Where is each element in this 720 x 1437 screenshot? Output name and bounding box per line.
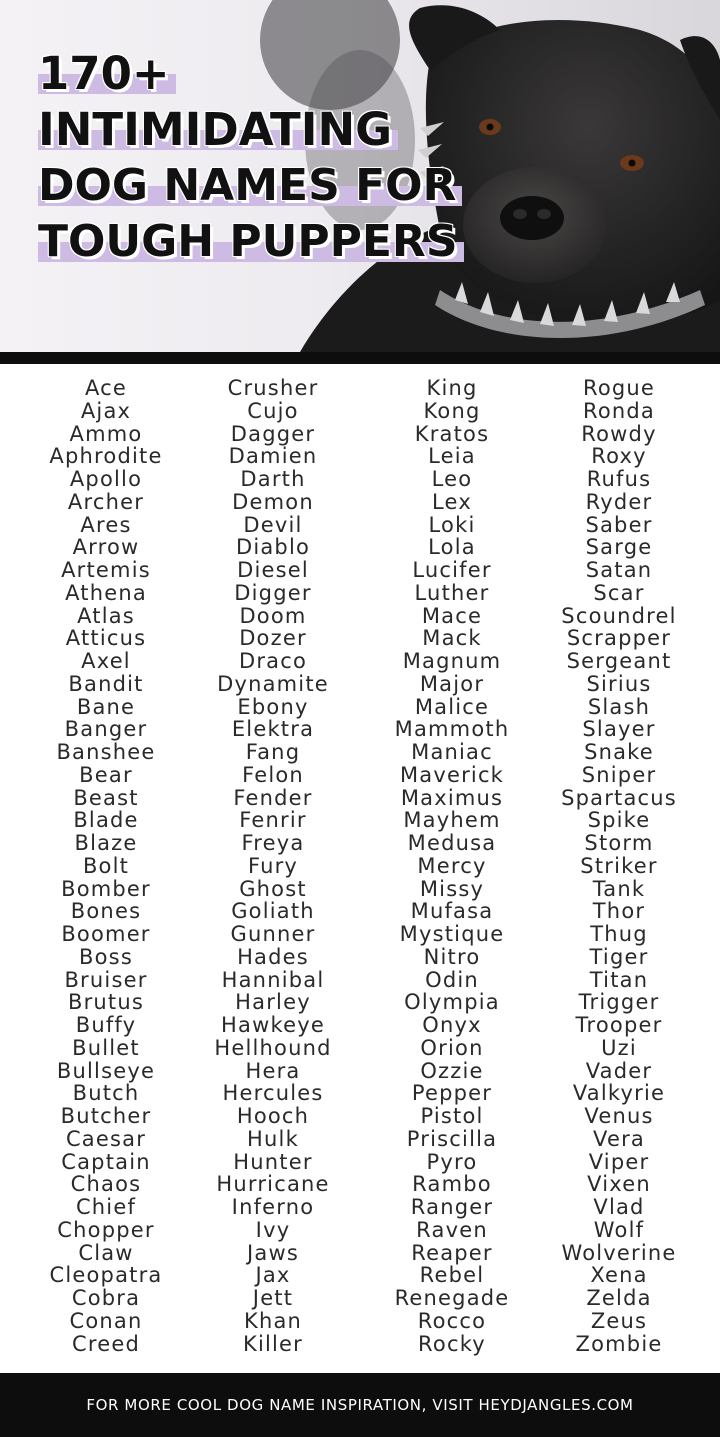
list-item: Bullseye (56, 1058, 156, 1083)
list-item: Ronda (582, 398, 655, 423)
list-item: Snake (584, 740, 654, 764)
list-item: Creed (71, 1331, 140, 1356)
list-item: Hercules (222, 1081, 324, 1106)
list-item: Pepper (411, 1081, 493, 1106)
list-item: Roxy (591, 444, 647, 469)
list-item: Dynamite (217, 671, 329, 696)
list-item: Crusher (227, 376, 319, 400)
list-item: Mercy (417, 853, 487, 878)
list-item: Hunter (233, 1149, 313, 1174)
list-item: Banger (64, 717, 148, 742)
list-item: Slash (587, 694, 651, 719)
name-column-3 (362, 377, 542, 1355)
list-item: Aphrodite (49, 444, 163, 469)
list-item: Doom (239, 603, 307, 628)
list-item: Mace (421, 603, 483, 628)
name-list (0, 377, 720, 1357)
list-item: Hawkeye (221, 1013, 325, 1037)
list-item: Spartacus (561, 785, 677, 810)
list-item: Xena (590, 1263, 648, 1288)
list-item: Cleopatra (49, 1263, 163, 1288)
list-item: Onyx (422, 1013, 482, 1037)
list-item: Boomer (61, 922, 151, 946)
header-divider (0, 352, 720, 364)
title-line-intimidating: INTIMIDATING (38, 102, 464, 158)
list-item: Pyro (426, 1149, 478, 1174)
list-item: Khan (243, 1308, 303, 1333)
list-item: Ryder (585, 489, 653, 514)
list-item: Orion (420, 1035, 484, 1060)
list-item: Rambo (412, 1172, 492, 1197)
list-item: Medusa (407, 831, 497, 855)
list-item: Blaze (74, 831, 138, 855)
list-item: Zelda (586, 1286, 652, 1310)
title-line-dog-names: DOG NAMES FOR (38, 158, 464, 214)
list-item: Major (419, 671, 485, 696)
list-item: Magnum (402, 649, 502, 673)
list-item: Kratos (414, 421, 490, 446)
list-item: Freya (241, 831, 305, 855)
list-item: Sniper (581, 762, 657, 787)
list-item: Felon (242, 762, 304, 787)
list-item: Cujo (247, 398, 299, 423)
list-item: Harley (235, 990, 311, 1015)
footer-text: FOR MORE COOL DOG NAME INSPIRATION, VISIT HEYDJANGLES.COM (86, 1396, 634, 1414)
name-column-4 (529, 377, 709, 1355)
list-item: Digger (234, 580, 312, 605)
list-item: Jaws (247, 1240, 299, 1265)
list-item: Fury (247, 853, 299, 878)
list-item: Ghost (239, 876, 307, 901)
list-item: Loki (428, 512, 476, 537)
footer-banner (0, 1373, 720, 1437)
name-column-1 (16, 377, 196, 1355)
list-item: Spike (587, 808, 651, 833)
list-item: Chaos (70, 1172, 142, 1197)
list-item: Bruiser (64, 967, 148, 992)
list-item: Mayhem (403, 808, 501, 833)
list-item: Raven (416, 1217, 488, 1242)
list-item: Diablo (235, 535, 311, 560)
list-item: Gunner (230, 922, 316, 946)
list-item: Pistol (420, 1104, 484, 1128)
list-item: Cobra (71, 1286, 141, 1310)
list-item: Lucifer (412, 558, 492, 582)
list-item: Caesar (65, 1126, 147, 1151)
list-item: Vixen (587, 1172, 651, 1197)
list-item: Chopper (57, 1217, 155, 1242)
list-item: Uzi (601, 1035, 637, 1060)
list-item: Sarge (585, 535, 653, 560)
list-item: Ivy (255, 1217, 291, 1242)
list-item: Axel (81, 649, 131, 673)
list-item: Leo (431, 467, 473, 491)
list-item: Maniac (411, 740, 493, 764)
list-item: Thug (590, 922, 648, 946)
list-item: Jax (255, 1263, 291, 1288)
list-item: Bandit (68, 671, 144, 696)
list-item: Hooch (236, 1104, 310, 1128)
list-item: Blade (73, 808, 139, 833)
list-item: Conan (69, 1308, 143, 1333)
list-item: Atticus (65, 626, 147, 651)
list-item: Bane (76, 694, 136, 719)
list-item: Olympia (404, 990, 500, 1015)
list-item: Hellhound (214, 1035, 332, 1060)
title-line-count: 170+ (38, 46, 464, 102)
list-item: Demon (232, 489, 314, 514)
list-item: Reaper (411, 1240, 493, 1265)
list-item: Buffy (75, 1013, 137, 1037)
list-item: Trigger (578, 990, 660, 1015)
header-banner (0, 0, 720, 352)
list-item: Leia (428, 444, 476, 469)
list-item: Zombie (575, 1331, 663, 1356)
list-item: Striker (580, 853, 658, 878)
list-item: Venus (584, 1104, 654, 1128)
list-item: Bolt (82, 853, 130, 878)
list-item: Lex (432, 489, 472, 514)
list-item: Atlas (77, 603, 135, 628)
list-item: Valkyrie (572, 1081, 666, 1106)
list-item: Arrow (72, 535, 140, 560)
list-item: Slayer (582, 717, 656, 742)
list-item: Banshee (56, 740, 156, 764)
list-item: Archer (67, 489, 145, 514)
list-item: Hurricane (216, 1172, 330, 1197)
list-item: Titan (589, 967, 649, 992)
list-item: Rebel (419, 1263, 485, 1288)
list-item: Bullet (72, 1035, 140, 1060)
list-item: Ammo (69, 421, 143, 446)
list-item: Hannibal (221, 967, 325, 992)
list-item: Butch (72, 1081, 140, 1106)
list-item: Bomber (61, 876, 151, 901)
list-item: Rogue (582, 376, 656, 400)
list-item: Mack (422, 626, 482, 651)
list-item: Vlad (593, 1195, 645, 1219)
list-item: Hades (237, 944, 309, 969)
list-item: Rocky (418, 1331, 486, 1356)
list-item: Rufus (586, 467, 652, 491)
list-item: Killer (242, 1331, 304, 1356)
list-item: Dozer (239, 626, 307, 651)
list-item: Satan (585, 558, 653, 582)
list-item: Boss (79, 944, 133, 969)
list-item: Kong (423, 398, 481, 423)
list-item: Ebony (237, 694, 309, 719)
list-item: Ranger (410, 1195, 494, 1219)
list-item: Odin (425, 967, 479, 992)
list-item: Fenrir (239, 808, 307, 833)
list-item: Diesel (237, 558, 309, 582)
list-item: Hulk (247, 1126, 299, 1151)
list-item: Trooper (575, 1013, 663, 1037)
list-item: Nitro (423, 944, 481, 969)
list-item: Chief (75, 1195, 137, 1219)
list-item: Dagger (230, 421, 316, 446)
list-item: Saber (585, 512, 653, 537)
list-item: Artemis (61, 558, 151, 582)
list-item: Inferno (231, 1195, 315, 1219)
list-item: Priscilla (406, 1126, 498, 1151)
list-item: Brutus (67, 990, 145, 1015)
list-item: Scar (593, 580, 645, 605)
list-item: Malice (414, 694, 490, 719)
list-item: Jett (252, 1286, 294, 1310)
list-item: Scoundrel (561, 603, 677, 628)
list-item: Missy (419, 876, 485, 901)
list-item: Goliath (231, 899, 315, 924)
list-item: Butcher (60, 1104, 152, 1128)
list-item: Rocco (417, 1308, 487, 1333)
page-title (38, 46, 464, 270)
list-item: Elektra (231, 717, 315, 742)
list-item: Draco (238, 649, 308, 673)
list-item: Darth (240, 467, 306, 491)
list-item: Scrapper (566, 626, 672, 651)
list-item: Storm (584, 831, 654, 855)
list-item: Wolf (593, 1217, 645, 1242)
list-item: Devil (243, 512, 303, 537)
name-column-2 (183, 377, 363, 1355)
list-item: Zeus (590, 1308, 648, 1333)
list-item: Ozzie (420, 1058, 484, 1083)
list-item: Ace (84, 376, 128, 400)
list-item: Apollo (69, 467, 143, 491)
list-item: Fender (233, 785, 313, 810)
list-item: Maverick (399, 762, 505, 787)
list-item: Wolverine (561, 1240, 677, 1265)
list-item: Captain (61, 1149, 151, 1174)
list-item: Tiger (589, 944, 649, 969)
list-item: Vera (593, 1126, 645, 1151)
list-item: Mufasa (410, 899, 494, 924)
list-item: Athena (65, 580, 147, 605)
list-item: Bones (70, 899, 142, 924)
list-item: Vader (585, 1058, 653, 1083)
list-item: Sirius (586, 671, 652, 696)
list-item: Maximus (400, 785, 504, 810)
list-item: King (426, 376, 478, 400)
list-item: Hera (245, 1058, 301, 1083)
list-item: Bear (79, 762, 133, 787)
list-item: Beast (73, 785, 139, 810)
list-item: Renegade (394, 1286, 510, 1310)
list-item: Claw (78, 1240, 134, 1265)
list-item: Thor (592, 899, 646, 924)
list-item: Ajax (80, 398, 132, 423)
list-item: Viper (588, 1149, 650, 1174)
list-item: Luther (414, 580, 490, 605)
list-item: Ares (80, 512, 132, 537)
list-item: Mystique (399, 922, 505, 946)
title-line-tough-puppers: TOUGH PUPPERS (38, 214, 464, 270)
list-item: Tank (592, 876, 646, 901)
list-item: Mammoth (394, 717, 510, 742)
list-item: Damien (228, 444, 318, 469)
list-item: Fang (245, 740, 301, 764)
list-item: Lola (428, 535, 476, 560)
list-item: Sergeant (566, 649, 672, 673)
list-item: Rowdy (581, 421, 657, 446)
